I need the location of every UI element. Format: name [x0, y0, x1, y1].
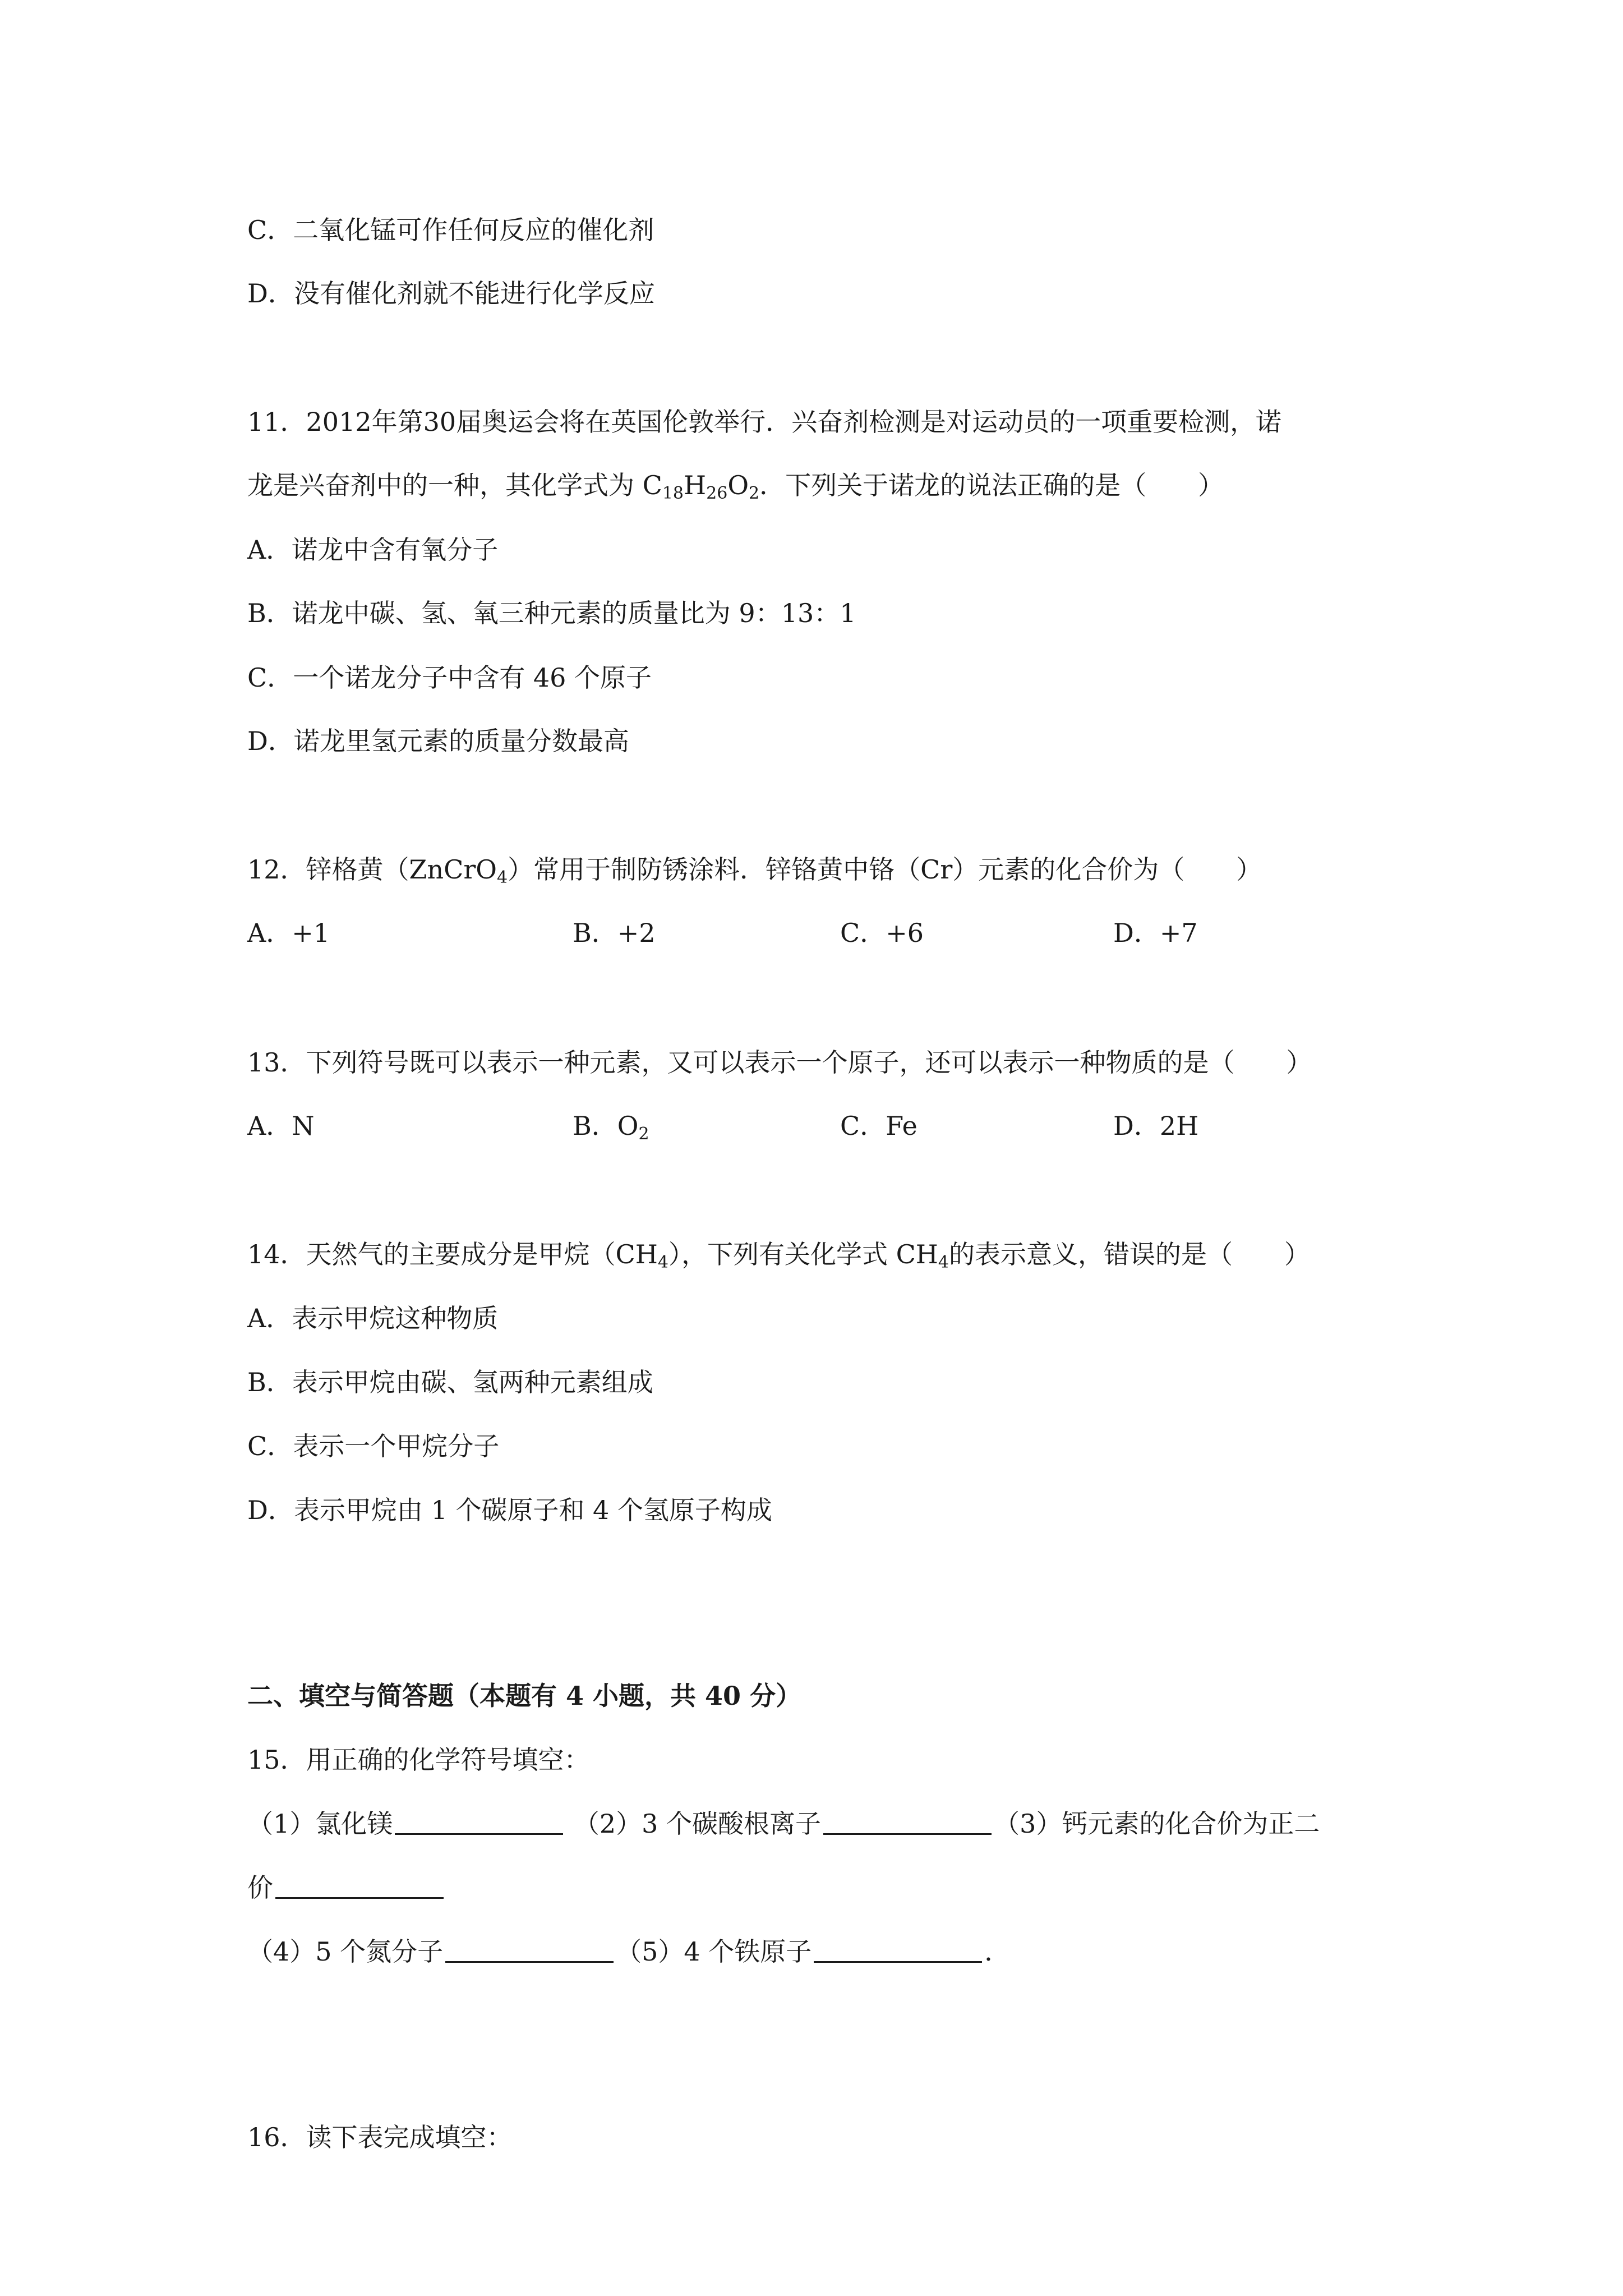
q13-option-b: B．$O_2$ — [573, 1111, 649, 1144]
q15-part5-label: （5）4 个铁原子 — [616, 1936, 812, 1967]
q10-option-d: D．没有催化剂就不能进行化学反应 — [247, 278, 655, 309]
q15-part3-label: （3）钙元素的化合价为正二 — [994, 1809, 1320, 1839]
q14-option-b: B．表示甲烷由碳、氢两种元素组成 — [247, 1367, 653, 1397]
q15-blank-1[interactable] — [395, 1809, 563, 1835]
q15-stem: 15．用正确的化学符号填空： — [247, 1745, 590, 1775]
q16-stem: 16．读下表完成填空： — [247, 2122, 513, 2152]
q10-option-c: C．二氧化锰可作任何反应的催化剂 — [247, 215, 654, 245]
q15-part1-label: （1）氯化镁 — [247, 1809, 393, 1839]
q11-option-d: D．诺龙里氢元素的质量分数最高 — [247, 726, 629, 756]
q11-stem-line2: 龙是兴奋剂中的一种，其化学式为 $C_{18}H_{26}O_2$．下列关于诺龙的说法正确的是（ ） — [247, 470, 1224, 503]
q14-option-a: A．表示甲烷这种物质 — [247, 1303, 499, 1333]
q13-option-d: D．2H — [1113, 1111, 1199, 1141]
q11-option-c: C．一个诺龙分子中含有 46 个原子 — [247, 662, 652, 693]
q15-part2-label: （2）3 个碳酸根离子 — [573, 1809, 822, 1839]
q11-option-b: B．诺龙中碳、氢、氧三种元素的质量比为 9：13：1 — [247, 598, 856, 628]
q15-line3: （4）5 个氮分子 （5）4 个铁原子 ． — [247, 1936, 1011, 1967]
q12-option-d: D．+7 — [1113, 918, 1198, 948]
q15-blank-2[interactable] — [823, 1809, 992, 1835]
section-2-title: 二、填空与简答题（本题有 4 小题，共 40 分） — [247, 1681, 802, 1711]
q12-stem: 12．锌格黄（ZnCrO$_4$）常用于制防锈涂料．锌铬黄中铬（Cr）元素的化合价为（ ） — [247, 854, 1262, 887]
q12-option-a: A．+1 — [247, 918, 330, 948]
q11-stem-line1: 11．2012年第30届奥运会将在英国伦敦举行．兴奋剂检测是对运动员的一项重要检测，诺 — [247, 407, 1282, 437]
q14-stem: 14．天然气的主要成分是甲烷$(CH_4)$，下列有关化学式 $CH_4$的表示意义，错误的是（ ） — [247, 1239, 1310, 1272]
q15-line1 — [247, 1807, 1320, 1841]
q11-option-a: A．诺龙中含有氧分子 — [247, 535, 499, 565]
q13-option-a: A．N — [247, 1111, 315, 1141]
q15-blank-3[interactable] — [275, 1872, 444, 1899]
q14-option-d: D．表示甲烷由 1 个碳原子和 4 个氢原子构成 — [247, 1495, 772, 1525]
q12-option-c: C．+6 — [840, 918, 924, 948]
q15-blank-5[interactable] — [814, 1936, 982, 1963]
q15-line2: 价 — [247, 1871, 446, 1904]
q15-part4-label: （4）5 个氮分子 — [247, 1936, 444, 1967]
q13-option-c: C．Fe — [840, 1111, 917, 1141]
q12-option-b: B．+2 — [573, 918, 656, 948]
q14-option-c: C．表示一个甲烷分子 — [247, 1431, 500, 1461]
q13-stem: 13．下列符号既可以表示一种元素，又可以表示一个原子，还可以表示一种物质的是（ ） — [247, 1047, 1312, 1078]
q15-blank-4[interactable] — [445, 1936, 614, 1963]
